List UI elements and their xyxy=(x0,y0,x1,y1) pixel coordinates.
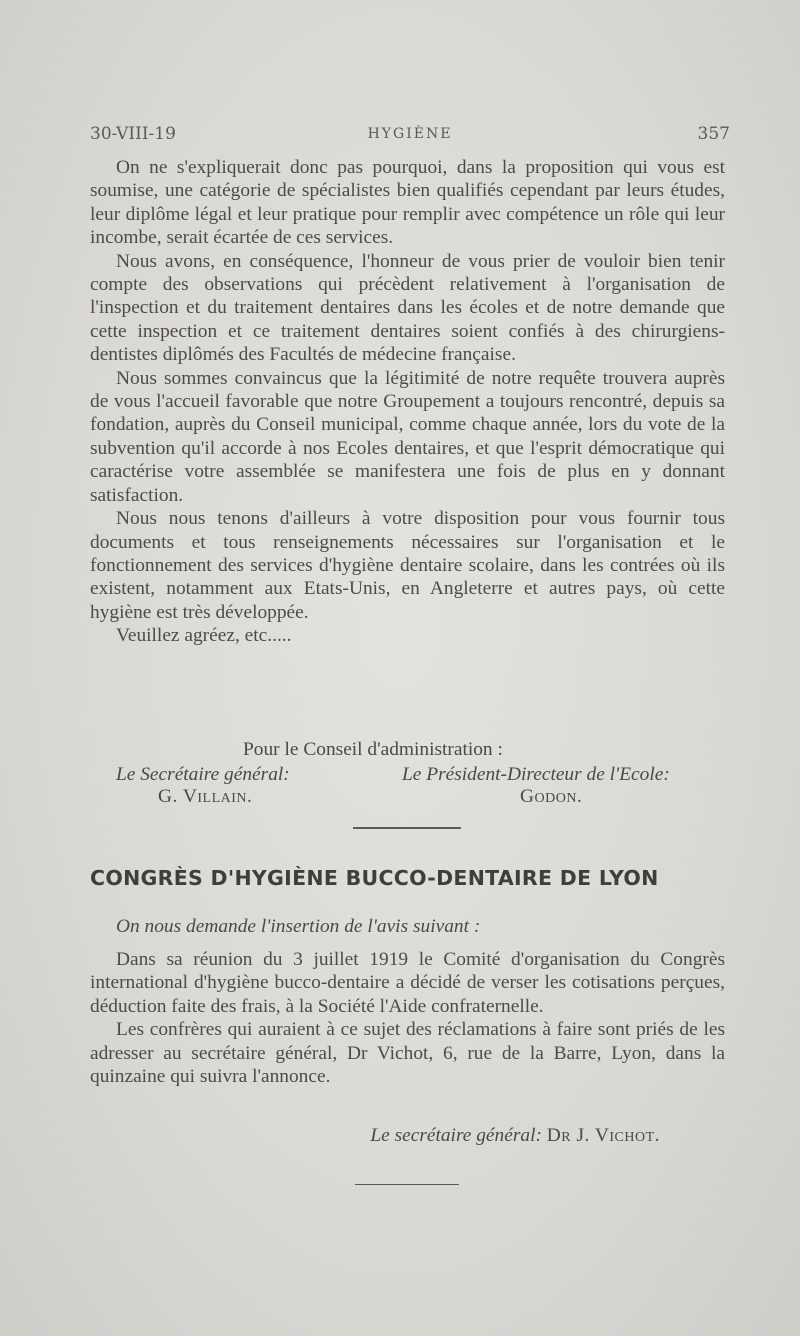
signatory-right xyxy=(402,764,670,808)
letter-paragraph: On ne s'expliquerait donc pas pourquoi, dans la proposition qui vous est soumise, une catégorie de spécialistes bien qualifiés cependant par leurs études, leur diplôme légal et leur pratique pour remplir avec compétence un rôle qui leur incombe, serait écartée de ces services. xyxy=(90,157,725,249)
letter-paragraph: Nous avons, en conséquence, l'honneur de vous prier de vouloir bien tenir compte des observations qui précèdent relativement à l'organisation de l'inspection et du traitement dentaires dans les écoles et de notre demande que cette inspection et ce traitement dentaires soient confiés à des chirurgiens-dentistes diplômés des Facultés de médecine française. xyxy=(90,250,725,366)
notice-paragraph: Les confrères qui auraient à ce sujet des réclamations à faire sont priés de les adresser au secrétaire général, Dr Vichot, 6, rue de la Barre, Lyon, dans la quinzaine qui suivra l'annonce. xyxy=(90,1019,725,1088)
letter-body xyxy=(90,156,725,648)
notice-signoff xyxy=(370,1125,660,1147)
council-line: Pour le Conseil d'administration : xyxy=(243,739,503,760)
signatory-left-name: G. Villain. xyxy=(158,786,253,807)
running-header xyxy=(90,124,730,148)
signoff-title: Le secrétaire général: xyxy=(370,1125,542,1146)
notice-body xyxy=(90,948,725,1088)
header-section: HYGIÈNE xyxy=(367,126,453,142)
signatory-right-title: Le Président-Directeur de l'Ecole: xyxy=(402,764,670,785)
page-number: 357 xyxy=(697,124,730,144)
notice-lead: On nous demande l'insertion de l'avis suivant : xyxy=(116,916,481,937)
signoff-name: Dr J. Vichot. xyxy=(546,1125,660,1146)
letter-paragraph: Nous sommes convaincus que la légitimité de notre requête trouvera auprès de vous l'accueil favorable que notre Groupement a toujours rencontré, depuis sa fondation, auprès du Conseil municipal, comme chaque année, lors du vote de la subvention qu'il accorde à nos Ecoles dentaires, et que l'esprit démocratique qui caractérise votre assemblée se manifestera une fois de plus en y donnant satisfaction. xyxy=(90,367,725,506)
notice-title: CONGRÈS D'HYGIÈNE BUCCO-DENTAIRE DE LYON xyxy=(90,866,659,890)
signatory-left-title: Le Secrétaire général: xyxy=(116,764,290,785)
section-divider xyxy=(353,827,461,829)
letter-paragraph: Nous nous tenons d'ailleurs à votre disposition pour vous fournir tous documents et tous renseignements nécessaires sur l'organisation et le fonctionnement des services d'hygiène dentaire scolaire, dans les contrées où ils existent, notamment aux Etats-Unis, en Angleterre et autres pays, où cette hygiène est très développée. xyxy=(90,508,725,623)
header-date: 30-VIII-19 xyxy=(90,124,176,144)
notice-paragraph: Dans sa réunion du 3 juillet 1919 le Comité d'organisation du Congrès international d'hygiène bucco-dentaire a décidé de verser les cotisations perçues, déduction faite des frais, à la Société l'Aide confraternelle. xyxy=(90,949,725,1017)
letter-closing: Veuillez agréez, etc..... xyxy=(116,625,292,647)
signatory-right-name: Godon. xyxy=(520,786,583,807)
end-divider xyxy=(355,1184,459,1185)
signatory-left xyxy=(116,764,290,808)
